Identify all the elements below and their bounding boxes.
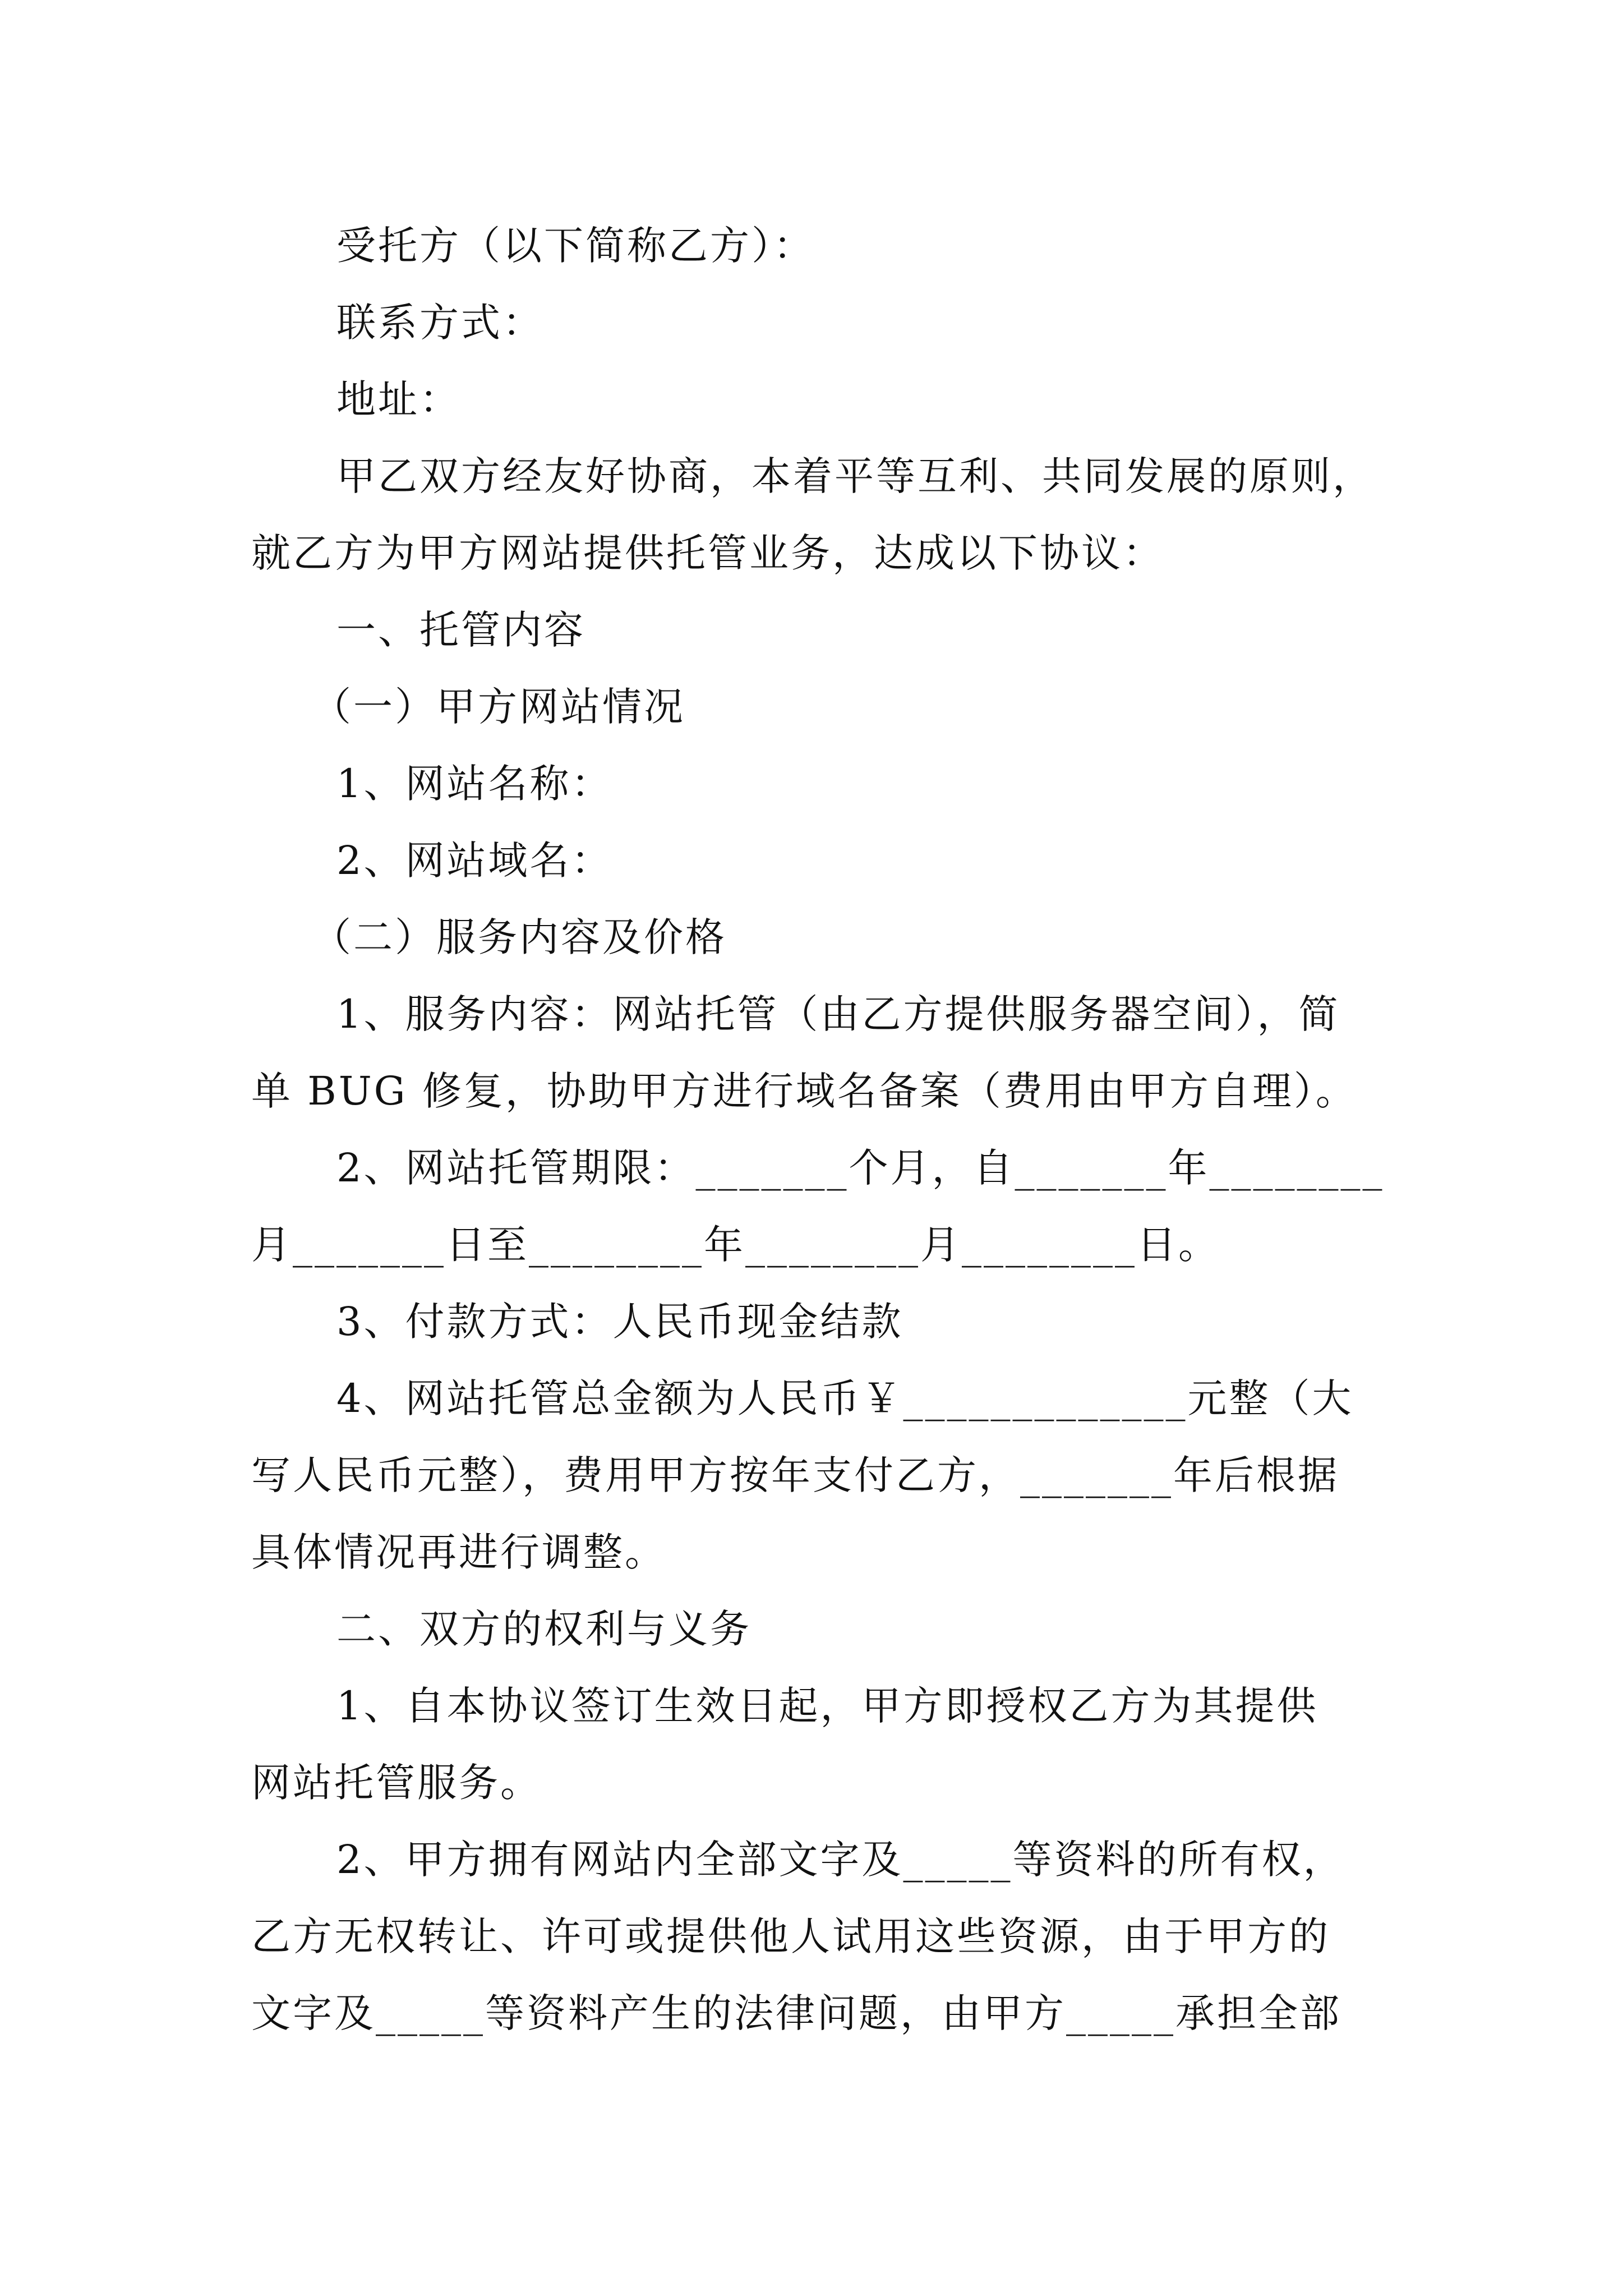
text-line: 文字及_____等资料产生的法律问题，由甲方_____承担全部 (251, 1990, 1341, 2036)
document-body (251, 208, 1385, 2052)
text-line: 2、甲方拥有网站内全部文字及_____等资料的所有权， (336, 1837, 1345, 1883)
text-line: 联系方式： (336, 300, 544, 346)
text-line: 4、网站托管总金额为人民币￥_____________元整（大 (336, 1375, 1354, 1421)
text-line: 就乙方为甲方网站提供托管业务，达成以下协议： (251, 530, 1164, 576)
text-line: 3、付款方式：人民币现金结款 (336, 1299, 903, 1345)
text-line: 甲乙双方经友好协商，本着平等互利、共同发展的原则， (336, 453, 1374, 499)
text-line: 1、网站名称： (336, 761, 613, 807)
text-line: 单 BUG 修复，协助甲方进行域名备案（费用由甲方自理）。 (251, 1068, 1357, 1114)
text-line: 月_______日至________年________月________日。 (251, 1222, 1220, 1268)
text-line: 1、自本协议签订生效日起，甲方即授权乙方为其提供 (336, 1683, 1318, 1729)
subsection-heading: （一）甲方网站情况 (312, 684, 685, 730)
text-line: 地址： (336, 376, 461, 422)
text-line: 2、网站托管期限：_______个月，自_______年________ (336, 1145, 1385, 1191)
text-line: 2、网站域名： (336, 838, 613, 884)
subsection-heading: （二）服务内容及价格 (312, 914, 727, 960)
text-line: 网站托管服务。 (251, 1760, 542, 1806)
text-line: 乙方无权转让、许可或提供他人试用这些资源，由于甲方的 (251, 1913, 1330, 1959)
text-line: 受托方（以下简称乙方）： (336, 223, 815, 269)
text-line: 1、服务内容：网站托管（由乙方提供服务器空间），简 (336, 991, 1340, 1037)
section-heading: 一、托管内容 (336, 607, 585, 653)
text-line: 写人民币元整），费用甲方按年支付乙方，_______年后根据 (251, 1452, 1339, 1498)
section-heading: 二、双方的权利与义务 (336, 1606, 751, 1652)
text-line: 具体情况再进行调整。 (251, 1529, 666, 1575)
